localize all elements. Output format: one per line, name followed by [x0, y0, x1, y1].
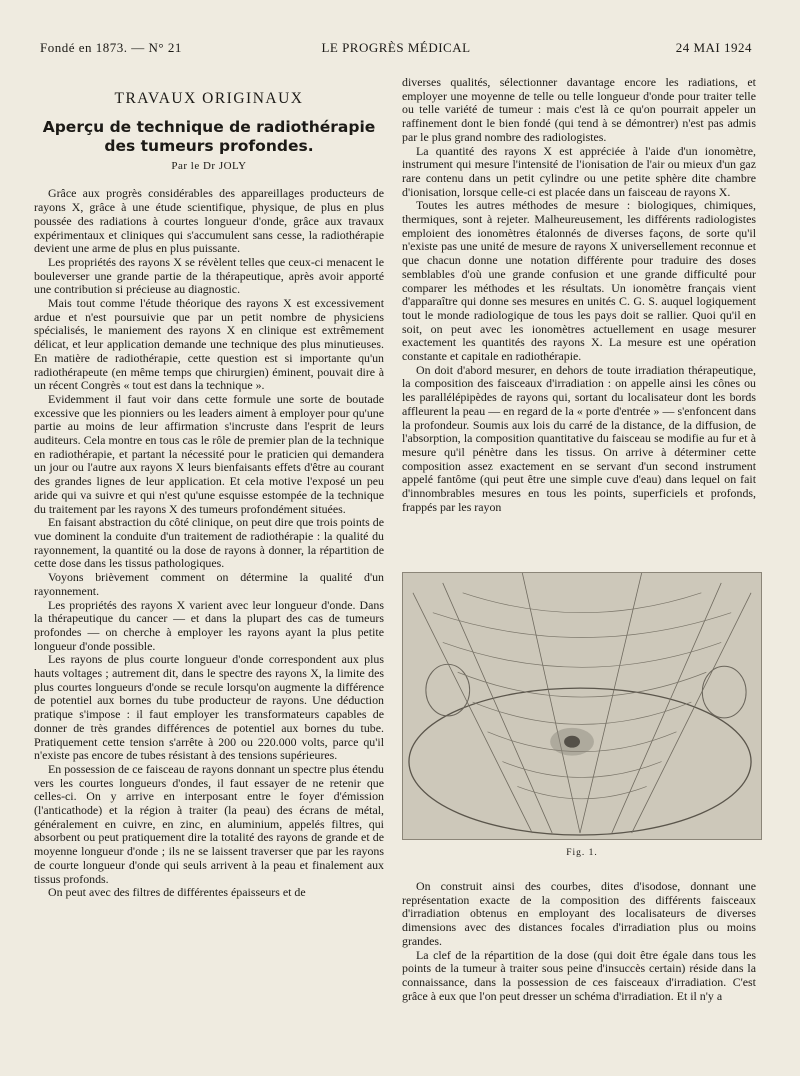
article-title-line-1: Aperçu de technique de radiothérapie — [42, 117, 376, 136]
paragraph: Voyons brièvement comment on détermine la qualité d'un rayonnement. — [34, 570, 384, 598]
paragraph: Toutes les autres méthodes de mesure : biologiques, chimiques, thermiques, sont à rejeter. Malheureusement, les différents radiologistes emploient des ionomètres étalonnés de diverses façons, de sorte qu'il n'existe pas une unité de mesure de rayons X universellement reconnue et que chacun donne une notation différente pour traduire des doses semblables d'où une grande confusion et une grande difficulté pour comparer les méthodes et les résultats. Un ionomètre français vient d'apparaître qui donne ses mesures en unités C. G. S. auquel logiquement tout le monde radiologique de tous les pays doit se rallier. Quoi qu'il en soit, on peut avec les ionomètres actuellement en usage mesurer exactement les quantités des rayons X. La mesure est une opération constante et capitale en radiothérapie. — [402, 198, 756, 364]
paragraph: diverses qualités, sélectionner davantage encore les radiations, et employer une moyenne de telle ou telle longueur d'onde pour traiter telle ou telle variété de tumeur : mais c'est là ce qu'on pourrait appeler un raffinement dont le bien fondé (qui tend à se démontrer) n'est pas admis par le plus grand nombre des radiologistes. — [402, 75, 756, 144]
journal-title: LE PROGRÈS MÉDICAL — [321, 40, 471, 55]
paragraph: Les propriétés des rayons X varient avec leur longueur d'onde. Dans la thérapeutique du cancer — et dans la plupart des cas de tumeurs profondes — on cherche à employer les rayons ayant la plus petite longueur d'onde possible. — [34, 597, 384, 653]
isodose-figure — [402, 572, 762, 840]
paragraph: La clef de la répartition de la dose (qui doit être égale dans tous les points de la tumeur à traiter sous peine d'insuccès certain) réside dans la connaissance, dans la possession de ces faisceaux d'irradiation. C'est grâce à eux que l'on peut dresser un schéma d'irradiation. Et il n'y a — [402, 947, 756, 1003]
paragraph: En faisant abstraction du côté clinique, on peut dire que trois points de vue dominent la conduite d'un traitement de radiothérapie : la qualité du rayonnement, la quantité ou la dose de rayons à donner, la répartition de cette dose dans les tissus pathologiques. — [34, 515, 384, 571]
author-byline: Par le Dr JOLY — [171, 159, 247, 172]
paragraph: Grâce aux progrès considérables des appareillages producteurs de rayons X, grâce à une étude scientifique, physique, de plus en plus poussée des radiations à courtes longueur d'onde, grâce aux travaux expérimentaux et cliniques qui s'accumulent sans cesse, la radiothérapie devient une arme de plus en plus puissante. — [34, 186, 384, 256]
left-column — [34, 76, 384, 900]
paragraph: Mais tout comme l'étude théorique des rayons X est excessivement ardue et n'est poursuivie que par un petit nombre de physiciens spécialisés, le maniement des rayons X en clinique est extrêmement délicat, et leur application demande une technique des plus minutieuses. En matière de radiothérapie, cette question est si importante qu'un radiothérapeute (en même temps que chirurgien) éminent, pouvait dire à un récent Congrès « tout est dans la technique ». — [34, 296, 384, 393]
header-date: 24 MAI 1924 — [675, 40, 752, 55]
paragraph: On construit ainsi des courbes, dites d'isodose, donnant une représentation exacte de la composition des différents faisceaux d'irradiation obtenus en employant des localisateurs de diverses dimensions avec des distances focales d'irradiation plus ou moins grandes. — [402, 879, 756, 948]
paragraph: On peut avec des filtres de différentes épaisseurs et de — [48, 885, 306, 900]
paragraph: Evidemment il faut voir dans cette formule une sorte de boutade excessive que les pionniers ou les leaders aiment à employer pour qu'une partie au moins de leur affirmation s'incruste dans l'esprit de leurs auditeurs. Cela montre en tous cas le rôle de premier plan de la technique en radiothérapie, et partant la nécessité pour le praticien qui demandera un jour ou l'autre aux rayons X leurs bienfaisants effets d'être au courant des grandes lignes de leur application. Et cela motive l'exposé un peu aride qui va suivre et qui n'est qu'une esquisse estompée de la technique du traitement par les rayons X des tumeurs profondément situées. — [34, 391, 384, 516]
header-founding-issue: Fondé en 1873. — N° 21 — [40, 40, 182, 55]
paragraph: La quantité des rayons X est appréciée à l'aide d'un ionomètre, instrument qui mesure l'intensité de l'ionisation de l'air ou mieux d'un gaz rare contenu dans un petit cylindre ou une petite sphère dite chambre d'ionisation, lorsque celle-ci est placée dans un faisceau de rayons X. — [402, 143, 756, 199]
section-heading: TRAVAUX ORIGINAUX — [114, 90, 304, 107]
article-title — [34, 118, 384, 156]
paragraph: Les rayons de plus courte longueur d'onde correspondent aux plus hauts voltages ; autrement dit, dans le spectre des rayons X, la limite des plus courtes longueurs d'onde se recule lorsqu'on augmente la différence de potentiel aux bornes du tube producteur de rayons. Une déduction pratique s'impose : il faut employer les transformateurs capables de donner de très grandes différences de potentiel aux bornes du tube. Pratiquement cette tension s'arrête à 200 ou 220.000 volts, parce qu'il n'existe pas encore de tubes résistant à des tensions supérieures. — [34, 652, 384, 763]
article-title-line-2: des tumeurs profondes. — [104, 136, 314, 155]
right-column-bottom — [402, 880, 756, 1003]
right-column-top — [402, 76, 756, 515]
paragraph: Les propriétés des rayons X se révèlent telles que ceux-ci menacent le bouleverser une grande partie de la thérapeutique, après avoir apporté une contribution si précieuse au diagnostic. — [34, 254, 384, 297]
running-header — [40, 40, 752, 60]
tumor-core — [564, 736, 580, 748]
figure-caption: Fig. 1. — [566, 848, 598, 858]
isodose-diagram — [403, 573, 761, 839]
paragraph: On doit d'abord mesurer, en dehors de toute irradiation thérapeutique, la composition des faisceaux d'irradiation : on appelle ainsi les cônes ou les parallélépipèdes de rayons qui, sortant du localisateur dont les bords affleurent la peau — en regard de la « porte d'entrée » — s'enfoncent dans la profondeur. Soumis aux lois du carré de la distance, de la diffusion, de l'absorption, la composition quantitative du faisceau se modifie au fur et à mesure qu'il pénètre dans les tissus. On arrive à déterminer cette composition assez exactement en se servant d'un second instrument appelé fantôme (qui peut être une simple cuve d'eau) dans lequel on fait d'innombrables mesures en tous les points, superficiels et profonds, frappés par les rayon — [402, 362, 756, 514]
paragraph: En possession de ce faisceau de rayons donnant un spectre plus étendu vers les courtes longueurs d'ondes, il faut essayer de ne retenir que celles-ci. On y arrive en interposant entre le foyer d'émission (l'anticathode) et la région à traiter (la peau) des écrans de métal, généralement en cuivre, en zinc, en aluminium, appelés filtres, qui absorbent ou peut pratiquement dire la totalité des rayons de grande et de moyenne longueur d'onde ; ils ne se laissent traverser que par les rayons de courte longueur d'onde qui seuls arrivent à la peau et finalement aux tissus profonds. — [34, 761, 384, 886]
